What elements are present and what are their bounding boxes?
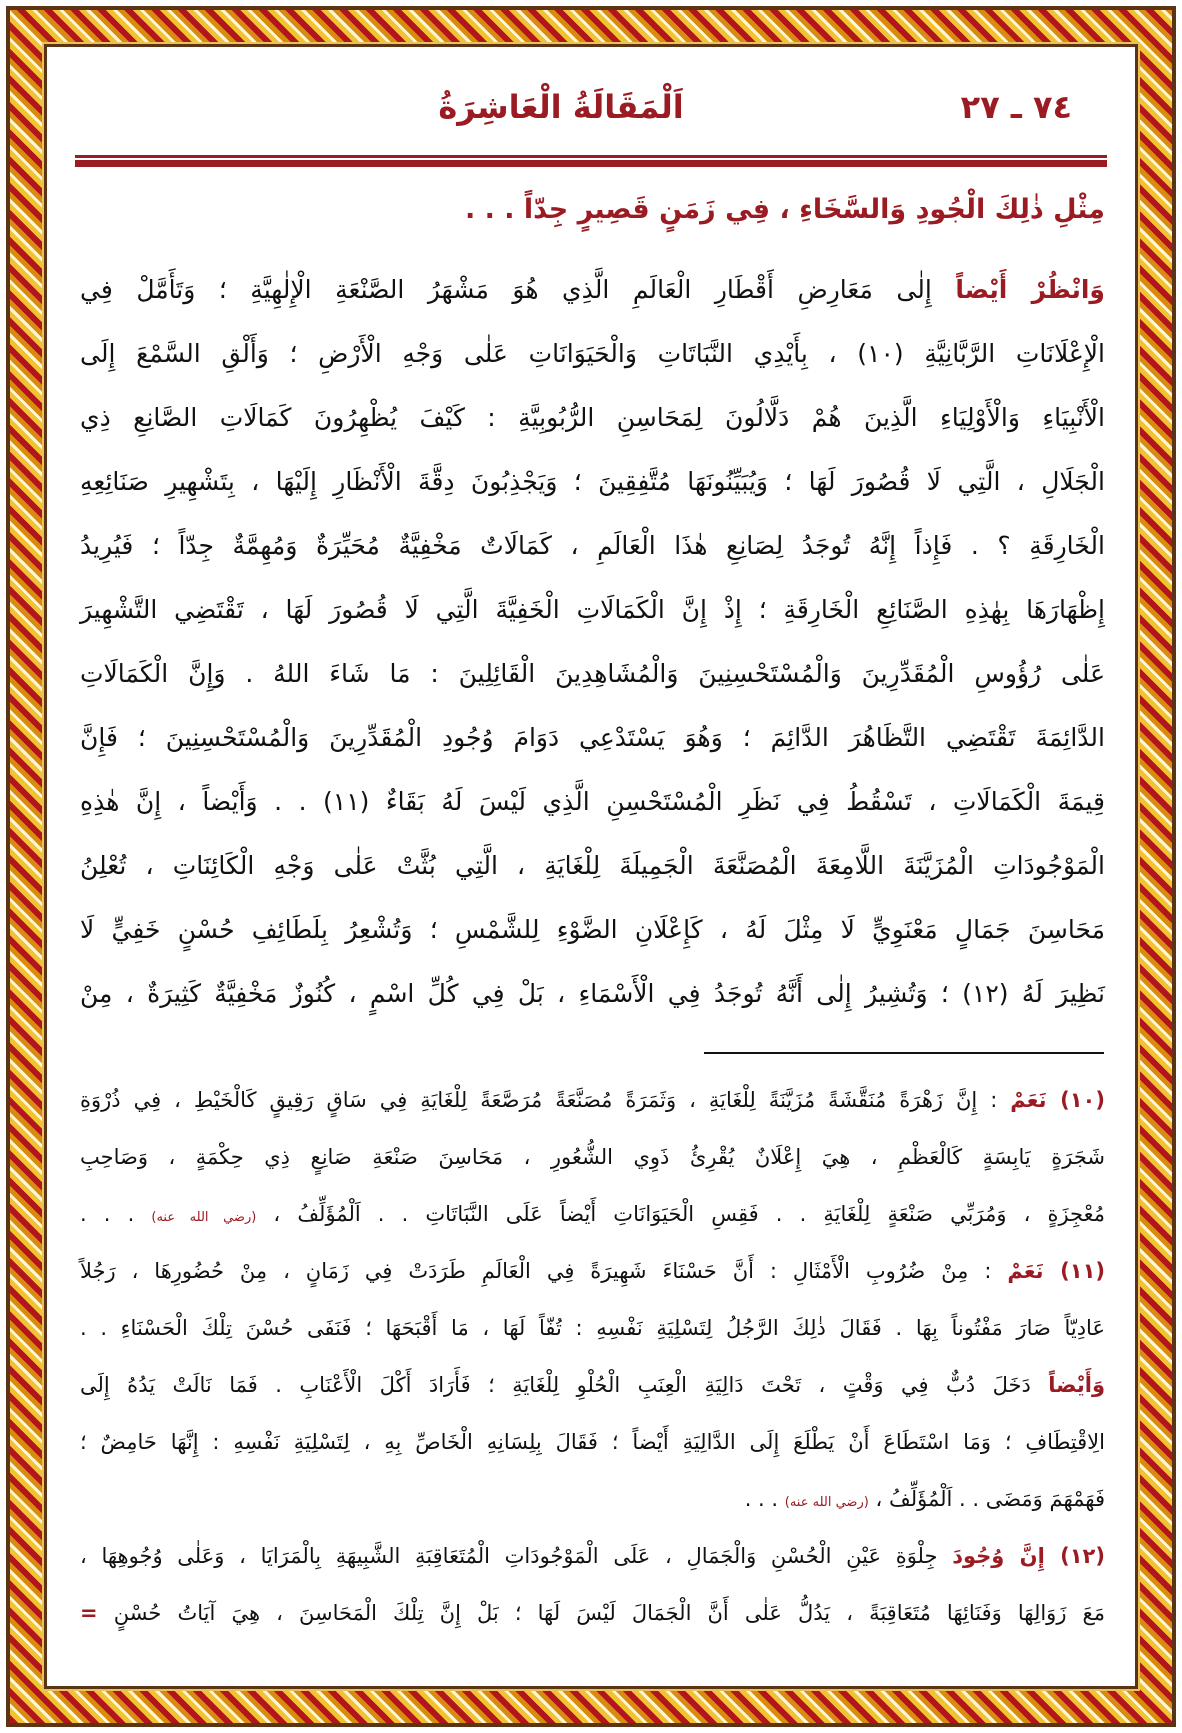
header-rule (75, 155, 1107, 158)
footnote-text: شَجَرَةٍ يَابِسَةٍ كَالْعَظْمِ ، هِيَ إِعْلَانٌ يُقْرِئُ ذَوِي الشُّعُورِ ، مَحَاسِنَ صَنْعَةِ صَانِعٍ ذِي حِكْمَةٍ ، وَصَاحِبِ (80, 1145, 1105, 1169)
footnote-separator (704, 1052, 1104, 1054)
footnote-text: : إِنَّ زَهْرَةً مُنَقَّشَةً مُزَيَّنَةً لِلْغَايَةِ ، وَثَمَرَةً مُصَنَّعَةً مُرَصَّعَةً لِلْغَايَةِ فِي سَاقٍ رَقِيقٍ كَالْخَيْطِ ، فِي ذُرْوَةِ (80, 1088, 1011, 1112)
honorific-seal: (رضي الله عنه) (784, 1495, 869, 1510)
footnote-text: مَعَ زَوَالِهَا وَفَنَائِهَا مُتَعَاقِبَةً ، يَدُلُّ عَلٰى أَنَّ الْجَمَالَ لَيْسَ لَهَا ؛ بَلْ إِنَّ تِلْكَ الْمَحَاسِنَ ، هِيَ آيَاتُ حُسْنٍ (97, 1601, 1105, 1625)
footnote-keyword: إِنَّ وُجُودَ (952, 1544, 1045, 1568)
text-line (80, 332, 1105, 376)
line-text: الدَّائِمَةَ تَقْتَضِي التَّظَاهُرَ الدَّائِمَ ؛ وَهُوَ يَسْتَدْعِي دَوَامَ وُجُودِ الْمُقَدِّرِينَ وَالْمُسْتَحْسِنِينَ ؛ فَإِنَّ (80, 723, 1105, 752)
highlighted-phrase: وَانْظُرْ أَيْضاً (955, 275, 1105, 304)
text-line (80, 844, 1105, 888)
line-text: نَظِيرَ لَهُ (١٢) ؛ وَتُشِيرُ إِلٰى أَنَّهُ تُوجَدُ فِي الْأَسْمَاءِ ، بَلْ فِي كُلِّ اسْمٍ ، كُنُوزٌ مَخْفِيَّةٌ كَثِيرَةٌ ، مِنْ (80, 979, 1105, 1008)
footnote-text: دَخَلَ دُبٌّ فِي وَقْتٍ ، تَحْتَ دَالِيَةِ الْعِنَبِ الْحُلْوِ لِلْغَايَةِ ؛ فَأَرَادَ أَكْلَ الْأَعْنَابِ . فَمَا نَالَتْ يَدُهُ إِلَى (80, 1373, 1049, 1397)
continuation-mark: = (80, 1601, 98, 1625)
line-text: عَلٰى رُؤُوسِ الْمُقَدِّرِينَ وَالْمُسْتَحْسِنِينَ وَالْمُشَاهِدِينَ الْقَائِلِينَ : مَا شَاءَ اللهُ . وَإِنَّ الْكَمَالَاتِ (80, 659, 1105, 688)
text-line (80, 588, 1105, 632)
footnote-number: (١٢) (1044, 1544, 1105, 1568)
footnote-line (80, 1195, 1105, 1233)
text-line (80, 396, 1105, 440)
footnote-text: فَهَمْهَمَ وَمَضَى . . اَلْمُؤَلِّفُ ، (868, 1487, 1105, 1511)
footnote-text: مُعْجِزَةٍ ، وَمُرَبِّي صَنْعَةٍ لِلْغَايَةِ . . فَقِسِ الْحَيَوَانَاتِ أَيْضاً عَلَى النَّبَاتَاتِ . . اَلْمُؤَلِّفُ ، (256, 1202, 1105, 1226)
footnote-tail: . . . (80, 1202, 152, 1226)
line-text: قِيمَةَ الْكَمَالَاتِ ، تَسْقُطُ فِي نَظَرِ الْمُسْتَحْسِنِ الَّذِي لَيْسَ لَهُ بَقَاءٌ (١١) . . وَأَيْضاً ، إِنَّ هٰذِهِ (80, 787, 1105, 816)
text-line (80, 460, 1105, 504)
header-rule-thick (75, 160, 1107, 167)
footnote-line (80, 1309, 1105, 1347)
footnote-line (80, 1537, 1105, 1575)
text-line (80, 716, 1105, 760)
line-text: إِلٰى مَعَارِضِ أَقْطَارِ الْعَالَمِ الَّذِي هُوَ مَشْهَرُ الصَّنْعَةِ الْإِلٰهِيَّةِ ؛ وَتَأَمَّلْ فِي (80, 275, 956, 304)
line-text: الْإِعْلَانَاتِ الرَّبَّانِيَّةِ (١٠) ، بِأَيْدِي النَّبَاتَاتِ وَالْحَيَوَانَاتِ عَلٰى وَجْهِ الْأَرْضِ ؛ وَأَلْقِ السَّمْعَ إِلَى (80, 339, 1105, 368)
footnote-line (80, 1423, 1105, 1461)
text-line (80, 268, 1105, 312)
footnote-line (80, 1366, 1105, 1404)
page-number: ٧٤ ـ ٢٧ (960, 88, 1072, 126)
footnote-text: : مِنْ ضُرُوبِ الْأَمْثَالِ : أَنَّ حَسْنَاءَ شَهِيرَةً فِي الْعَالَمِ طَرَدَتْ فِي زَمَانٍ ، مِنْ حُضُورِهَا ، رَجُلاً (80, 1259, 1008, 1283)
text-line (80, 652, 1105, 696)
footnote-line (80, 1480, 1105, 1518)
footnote-keyword: نَعَمْ (1010, 1088, 1047, 1112)
line-text: الْمَوْجُودَاتِ الْمُزَيَّنَةَ اللَّامِعَةَ الْمُصَنَّعَةَ الْجَمِيلَةَ لِلْغَايَةِ ، الَّتِي بُثَّتْ عَلٰى وَجْهِ الْكَائِنَاتِ ، تُعْلِنُ (80, 851, 1105, 880)
footnote-text: عَادِيّاً صَارَ مَفْتُوناً بِهَا . فَقَالَ ذٰلِكَ الرَّجُلُ لِتَسْلِيَةِ نَفْسِهِ : تُفّاً لَهَا ، مَا أَقْبَحَهَا ؛ فَنَفَى حُسْنَ تِلْكَ الْحَسْنَاءِ . . (80, 1316, 1105, 1340)
footnote-line (80, 1081, 1105, 1119)
line-text: الْأَنْبِيَاءِ وَالْأَوْلِيَاءِ الَّذِينَ هُمْ دَلَّالُونَ لِمَحَاسِنِ الرُّبُوبِيَّةِ : كَيْفَ يُظْهِرُونَ كَمَالَاتِ الصَّانِعِ ذِي (80, 403, 1105, 432)
footnote-line (80, 1138, 1105, 1176)
text-line (80, 908, 1105, 952)
line-text: الْخَارِقَةِ ؟ . فَإِذاً إِنَّهُ تُوجَدُ لِصَانِعِ هٰذَا الْعَالَمِ ، كَمَالَاتٌ مَخْفِيَّةٌ مُحَيِّرَةٌ وَمُهِمَّةٌ جِدّاً ؛ فَيُرِيدُ (80, 531, 1105, 560)
line-text: الْجَلَالِ ، الَّتِي لَا قُصُورَ لَهَا ؛ وَيُبَيِّنُونَهَا مُتَّفِقِينَ ؛ وَيَجْذِبُونَ دِقَّةَ الْأَنْظَارِ إِلَيْهَا ، بِتَشْهِيرِ صَنَائِعِهِ (80, 467, 1105, 496)
footnote-number: (١٠) (1046, 1088, 1105, 1112)
footnote-text: جِلْوَةِ عَيْنِ الْحُسْنِ وَالْجَمَالِ ، عَلَى الْمَوْجُودَاتِ الْمُتَعَاقِبَةِ الشَّبِيهَةِ بِالْمَرَايَا ، وَعَلٰى وُجُوهِهَا ، (80, 1544, 953, 1568)
footnote-line (80, 1252, 1105, 1290)
text-line (80, 780, 1105, 824)
line-text: إِظْهَارَهَا بِهٰذِهِ الصَّنَائِعِ الْخَارِقَةِ ؛ إِذْ إِنَّ الْكَمَالَاتِ الْخَفِيَّةَ الَّتِي لَا قُصُورَ لَهَا ، تَقْتَضِي التَّشْهِيرَ (80, 595, 1105, 624)
honorific-seal: (رضي الله عنه) (151, 1210, 257, 1225)
line-text: مَحَاسِنَ جَمَالٍ مَعْنَوِيٍّ لَا مِثْلَ لَهُ ، كَإِعْلَانِ الضَّوْءِ لِلشَّمْسِ ؛ وَتُشْعِرُ بِلَطَائِفِ حُسْنٍ خَفِيٍّ لَا (80, 915, 1105, 944)
footnote-tail: . . . (744, 1487, 785, 1511)
footnote-keyword: نَعَمْ (1007, 1259, 1044, 1283)
text-line (80, 972, 1105, 1016)
footnote-line (80, 1594, 1105, 1632)
footnote-keyword: وَأَيْضاً (1048, 1373, 1105, 1397)
chapter-title: اَلْمَقَالَةُ الْعَاشِرَةُ (438, 88, 684, 126)
subtitle: مِثْلِ ذٰلِكَ الْجُودِ وَالسَّخَاءِ ، فِي زَمَنٍ قَصِيرٍ جِدّاً . . . (464, 194, 1105, 225)
text-line (80, 524, 1105, 568)
footnote-number: (١١) (1043, 1259, 1105, 1283)
footnote-text: الِاقْتِطَافِ ؛ وَمَا اسْتَطَاعَ أَنْ يَطْلَعَ إِلَى الدَّالِيَةِ أَيْضاً ؛ فَقَالَ بِلِسَانِهِ الْخَاصِّ بِهِ ، لِتَسْلِيَةِ نَفْسِهِ : إِنَّهَا حَامِضٌ ؛ (80, 1430, 1105, 1454)
